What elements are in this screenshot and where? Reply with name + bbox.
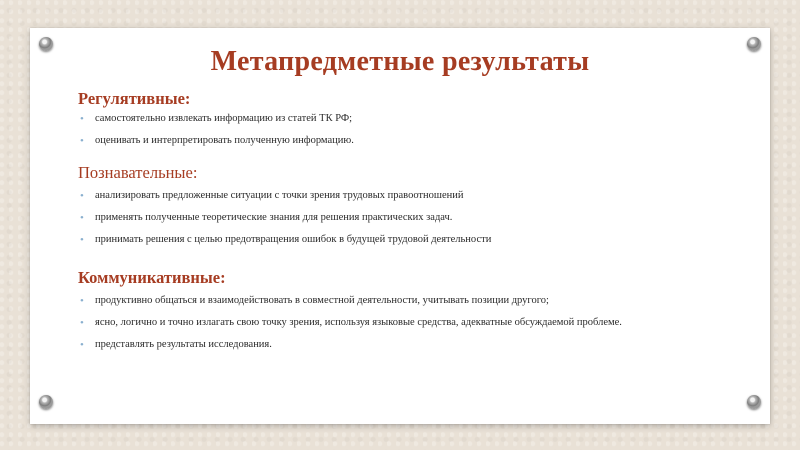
- list-item-text: самостоятельно извлекать информацию из статей ТК РФ;: [95, 113, 353, 124]
- list-item: [78, 113, 728, 125]
- list-item: [78, 295, 728, 307]
- section-communicative: [78, 268, 728, 351]
- slide-title: Метапредметные результаты: [210, 46, 590, 77]
- section-heading: Познавательные:: [78, 163, 198, 182]
- list-item-text: продуктивно общаться и взаимодействовать в совместной деятельности, учитывать позиции другого;: [95, 295, 549, 306]
- slide-content: [78, 89, 728, 361]
- bullet-list: [78, 190, 728, 246]
- bullet-list: [78, 295, 728, 351]
- slide: [30, 28, 770, 424]
- list-item-text: ясно, логично и точно излагать свою точку зрения, используя языковые средства, адекватные обсуждаемой проблеме.: [95, 317, 622, 328]
- list-item-text: принимать решения с целью предотвращения ошибок в будущей трудовой деятельности: [95, 234, 492, 245]
- bullet-icon: •: [80, 317, 84, 329]
- bullet-icon: •: [80, 135, 84, 147]
- list-item-text: анализировать предложенные ситуации с точки зрения трудовых правоотношений: [95, 190, 464, 201]
- bullet-icon: •: [80, 190, 84, 202]
- list-item: [78, 135, 728, 147]
- pushpin-icon: [39, 395, 53, 409]
- section-regulative: [78, 89, 728, 147]
- list-item-text: представлять результаты исследования.: [95, 339, 272, 350]
- pushpin-icon: [747, 395, 761, 409]
- bullet-icon: •: [80, 113, 84, 125]
- section-heading: Регулятивные:: [78, 89, 191, 108]
- list-item: [78, 234, 728, 246]
- list-item-text: оценивать и интерпретировать полученную информацию.: [95, 135, 354, 146]
- bullet-icon: •: [80, 212, 84, 224]
- bullet-list: [78, 113, 728, 147]
- list-item: [78, 212, 728, 224]
- section-heading: Коммуникативные:: [78, 268, 226, 287]
- bullet-icon: •: [80, 339, 84, 351]
- bullet-icon: •: [80, 295, 84, 307]
- list-item-text: применять полученные теоретические знания для решения практических задач.: [95, 212, 453, 223]
- section-cognitive: [78, 163, 728, 246]
- bullet-icon: •: [80, 234, 84, 246]
- list-item: [78, 190, 728, 202]
- list-item: [78, 339, 728, 351]
- list-item: [78, 317, 728, 329]
